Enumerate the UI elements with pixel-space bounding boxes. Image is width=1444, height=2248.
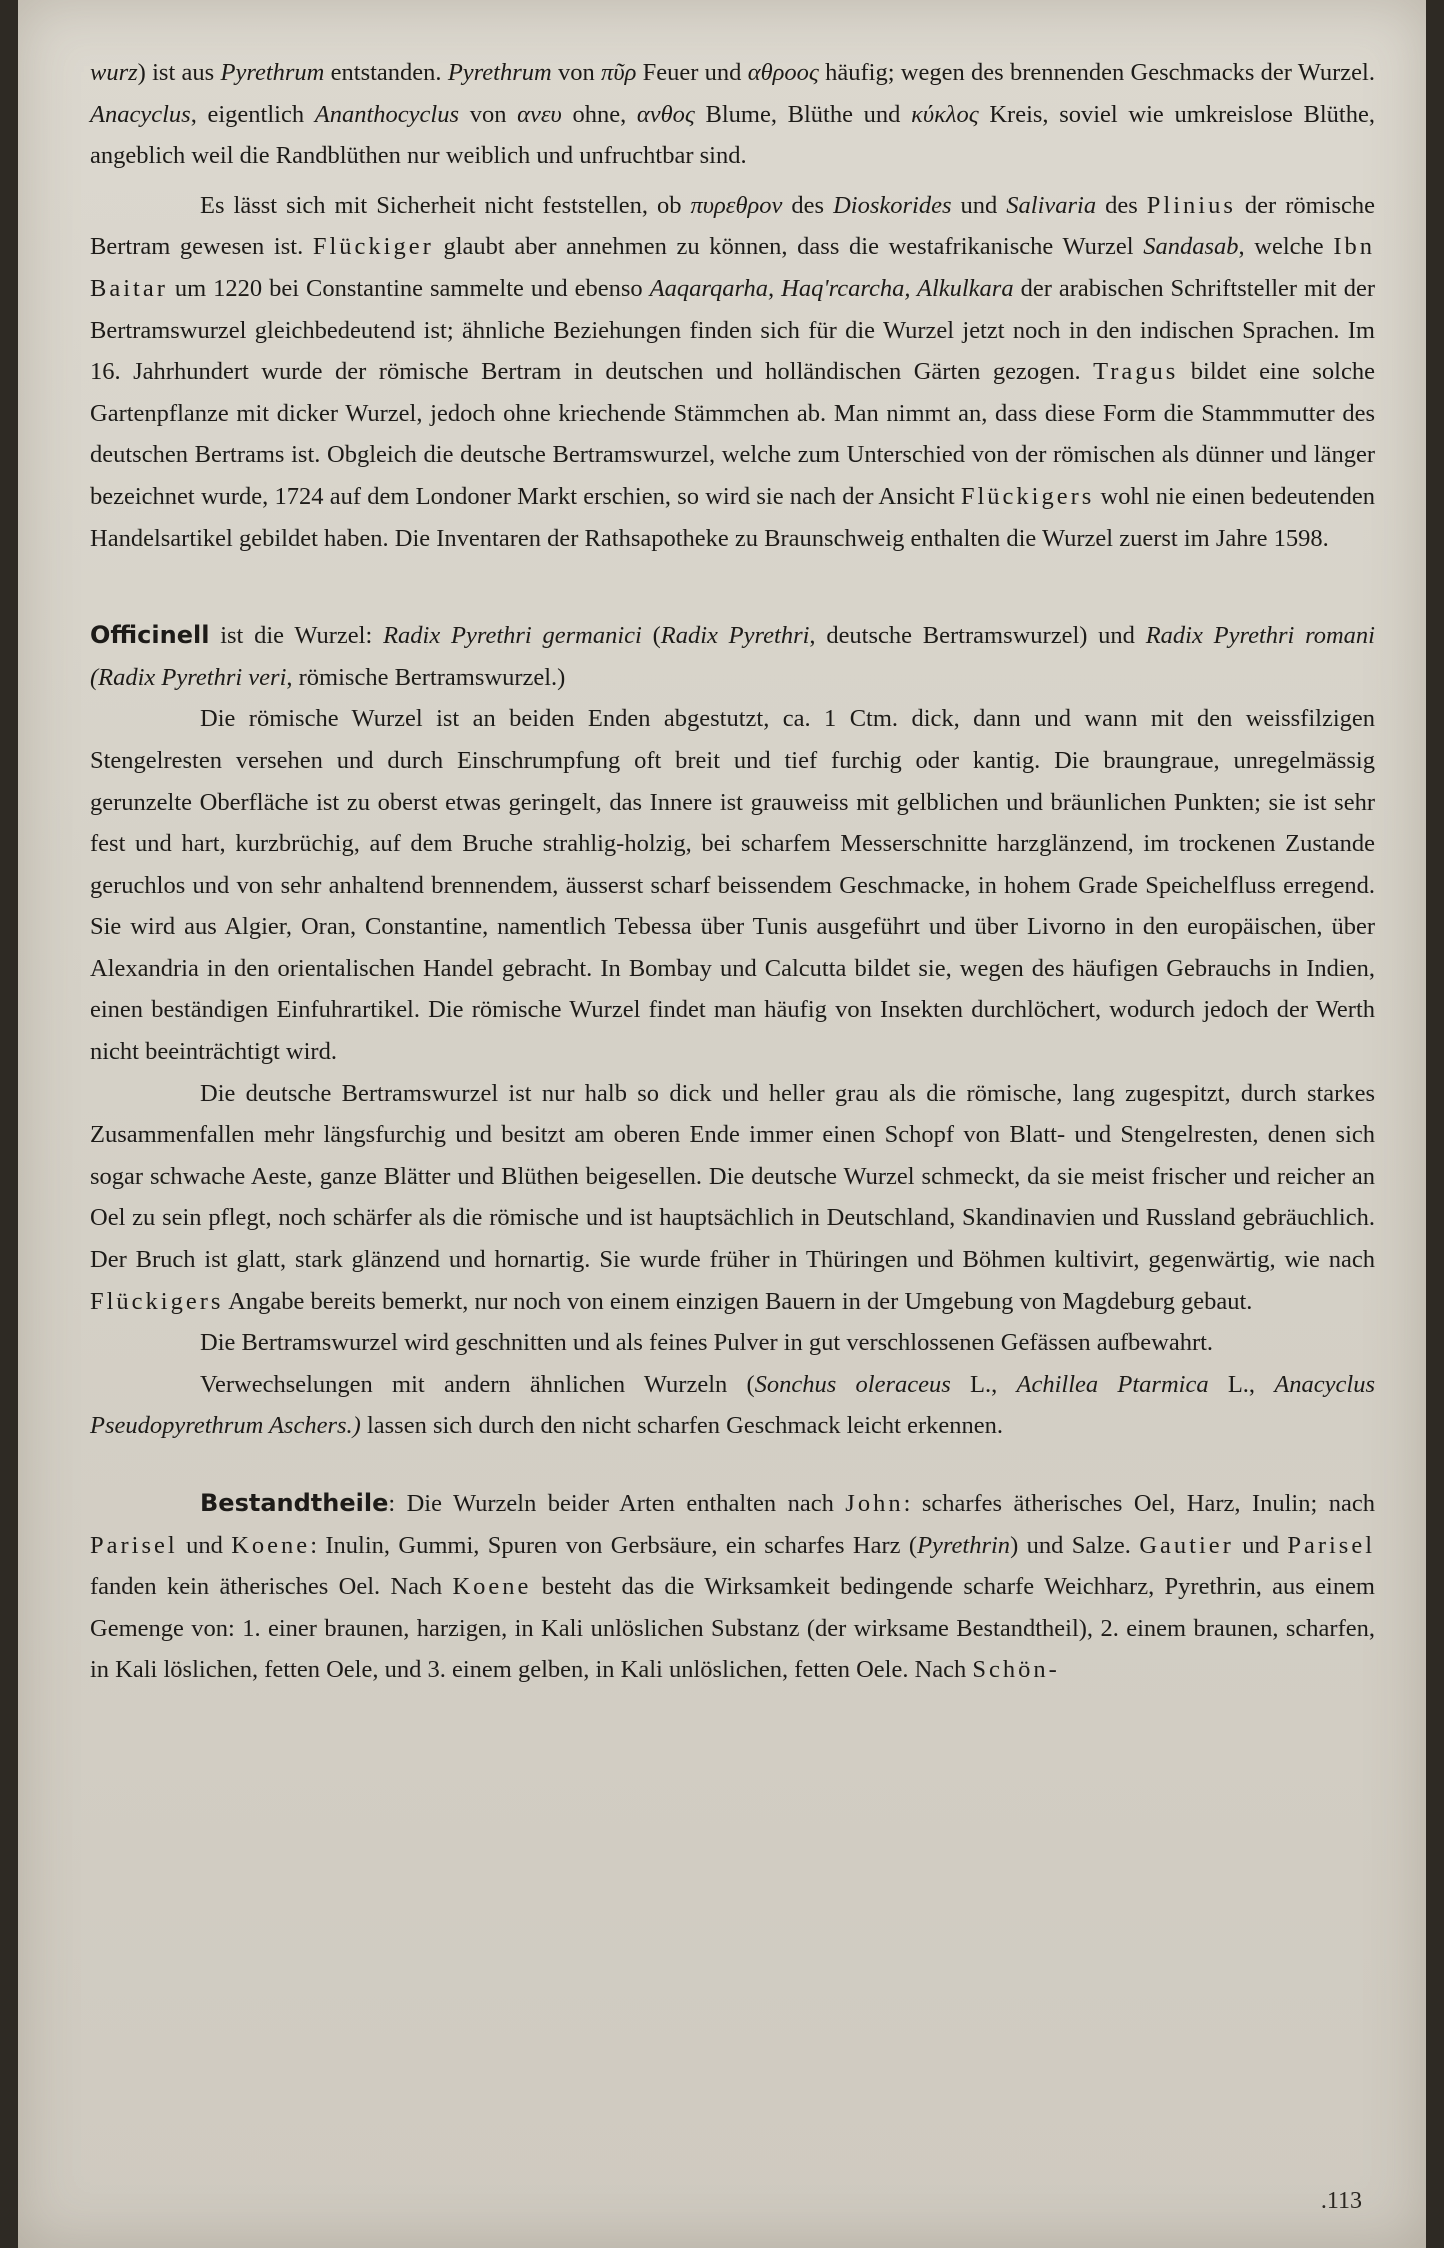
text-column [90,52,1375,1691]
section-heading-bestandtheile: Bestandtheile [200,1489,389,1517]
paragraph-officinell: Officinell ist die Wurzel: Radix Pyrethri germanici (Radix Pyrethri, deutsche Bertramswurzel) und Radix Pyrethri romani (Radix Pyrethri veri, römische Bertramswurzel.) [90,621,1375,691]
paragraph-german-root: Die deutsche Bertramswurzel ist nur halb so dick und heller grau als die römische, lang zugespitzt, durch starkes Zusammenfallen mehr längsfurchig und besitzt am oberen Ende immer einen Schopf von Blatt- und Stengelresten, denen sich sogar schwache Aeste, ganze Blätter und Blüthen beigesellen. Die deutsche Wurzel schmeckt, da sie meist frischer und reicher an Oel zu sein pflegt, noch schärfer als die römische und ist hauptsächlich in Deutschland, Skandinavien und Russland gebräuchlich. Der Bruch ist glatt, stark glänzend und hornartig. Sie wurde früher in Thüringen und Böhmen kultivirt, gegenwärtig, wie nach Flückigers Angabe bereits bemerkt, nur noch von einem einzigen Bauern in der Umgebung von Magdeburg gebaut. [90,1079,1375,1315]
paragraph-roman-root: Die römische Wurzel ist an beiden Enden abgestutzt, ca. 1 Ctm. dick, dann und wann mit den weissfilzigen Stengelresten versehen und durch Einschrumpfung oft breit und tief furchig oder kantig. Die braungraue, unregelmässig gerunzelte Oberfläche ist zu oberst etwas geringelt, das Innere ist grauweiss mit gelblichen und bräunlichen Punkten; sie ist sehr fest und hart, kurzbrüchig, auf dem Bruche strahlig-holzig, bei scharfem Messerschnitte harzglänzend, im trockenen Zustande geruchlos und von sehr anhaltend brennendem, äusserst scharf beissendem Geschmacke, in hohem Grade Speichelfluss erregend. Sie wird aus Algier, Oran, Constantine, namentlich Tebessa über Tunis ausgeführt und über Livorno in den europäischen, über Alexandria in den orientalischen Handel gebracht. In Bombay und Calcutta bildet sie, wegen des häufigen Gebrauchs in Indien, einen beständigen Einfuhrartikel. Die römische Wurzel findet man häufig von Insekten durchlöchert, wodurch jedoch der Werth nicht beeinträchtigt wird. [90,705,1375,1066]
paragraph-bestandtheile: Bestandtheile: Die Wurzeln beider Arten enthalten nach John: scharfes ätherisches Oel, Harz, Inulin; nach Parisel und Koene: Inulin, Gummi, Spuren von Gerbsäure, ein scharfes Harz (Pyrethrin) und Salze. Gautier und Parisel fanden kein ätherisches Oel. Nach Koene besteht das die Wirksamkeit bedingende scharfe Weichharz, Pyrethrin, aus einem Gemenge von: 1. einer braunen, harzigen, in Kali unlöslichen Substanz (der wirksame Bestandtheil), 2. einem braunen, scharfen, in Kali löslichen, fetten Oele, und 3. einem gelben, in Kali unlöslichen, fetten Oele. Nach Schön- [90,1489,1376,1684]
book-page [18,0,1426,2248]
paragraph-etymology: wurz) ist aus Pyrethrum entstanden. Pyrethrum von πῦρ Feuer und αθροος häufig; wegen des brennenden Geschmacks der Wurzel. Anacyclus, eigentlich Ananthocyclus von ανευ ohne, ανθος Blume, Blüthe und κύκλος Kreis, soviel wie umkreislose Blüthe, angeblich weil die Randblüthen nur weiblich und unfruchtbar sind. [90,59,1375,170]
paragraph-history: Es lässt sich mit Sicherheit nicht feststellen, ob πυρεθρον des Dioskorides und Salivaria des Plinius der römische Bertram gewesen ist. Flückiger glaubt aber annehmen zu können, dass die westafrikanische Wurzel Sandasab, welche Ibn Baitar um 1220 bei Constantine sammelte und ebenso Aaqarqarha, Haq'rcarcha, Alkulkara der arabischen Schriftsteller mit der Bertramswurzel gleichbedeutend ist; ähnliche Beziehungen finden sich für die Wurzel jetzt noch in den indischen Sprachen. Im 16. Jahrhundert wurde der römische Bertram in deutschen und holländischen Gärten gezogen. Tragus bildet eine solche Gartenpflanze mit dicker Wurzel, jedoch ohne kriechende Stämmchen ab. Man nimmt an, dass diese Form die Stammmutter des deutschen Bertrams ist. Obgleich die deutsche Bertramswurzel, welche zum Unterschied von der römischen als dünner und länger bezeichnet wurde, 1724 auf dem Londoner Markt erschien, so wird sie nach der Ansicht Flückigers wohl nie einen bedeutenden Handelsartikel gebildet haben. Die Inventaren der Rathsapotheke zu Braunschweig enthalten die Wurzel zuerst im Jahre 1598. [90,191,1375,552]
section-heading-officinell: Officinell [90,621,210,650]
page-number: .113 [1320,2188,1362,2214]
paragraph-storage: Die Bertramswurzel wird geschnitten und als feines Pulver in gut verschlossenen Gefässen aufbewahrt. [200,1329,1214,1357]
paragraph-confusion: Verwechselungen mit andern ähnlichen Wurzeln (Sonchus oleraceus L., Achillea Ptarmica L., Anacyclus Pseudopyrethrum Aschers.) lassen sich durch den nicht scharfen Geschmack leicht erkennen. [90,1370,1375,1440]
